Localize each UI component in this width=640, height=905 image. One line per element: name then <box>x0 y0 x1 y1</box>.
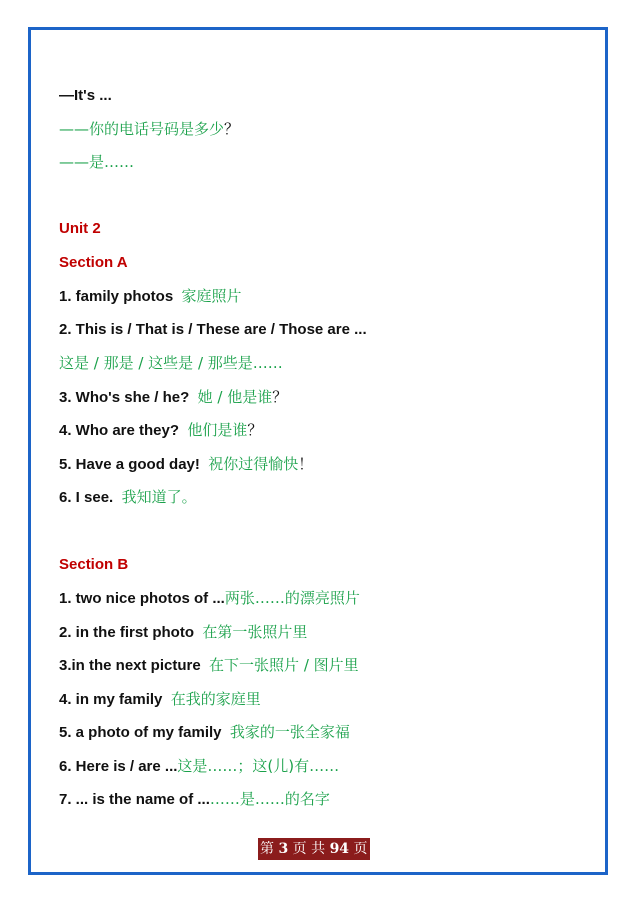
phrase-punct: ？ <box>247 421 263 439</box>
phrase-en: 6. I see. <box>59 489 114 506</box>
phrase-zh: 在第一张照片里 <box>202 623 308 641</box>
section-b-item-2 <box>59 622 307 643</box>
phrase-zh: 这是 / 那是 / 这些是 / 那些是…… <box>59 354 283 372</box>
current-page-number: 3 <box>278 841 289 857</box>
phrase-en: 4. in my family <box>59 691 163 708</box>
phrase-punct: ！ <box>298 455 314 473</box>
section-a-item-6 <box>59 487 197 508</box>
phrase-zh: 在我的家庭里 <box>170 690 261 708</box>
section-a-item-1 <box>59 286 242 307</box>
phrase-en: 5. Have a good day! <box>59 456 200 473</box>
dialog-line-2 <box>59 119 239 140</box>
phrase-zh: 祝你过得愉快 <box>208 455 299 473</box>
phrase-en: 2. in the first photo <box>59 624 194 641</box>
phrase-en: 4. Who are they? <box>59 422 180 439</box>
section-a-item-2-translation <box>59 353 283 374</box>
phrase-en: 1. family photos <box>59 288 174 305</box>
section-b-item-1 <box>59 588 360 609</box>
unit-title: Unit 2 <box>59 220 101 237</box>
footer-prefix: 第 <box>260 841 274 857</box>
section-b-item-6 <box>59 756 339 777</box>
section-a-item-5 <box>59 454 313 475</box>
phrase-en: 6. Here is / are ... <box>59 758 178 775</box>
dialog-zh: ——你的电话号码是多少 <box>59 120 225 138</box>
phrase-zh: 在下一张照片 / 图片里 <box>209 656 359 674</box>
phrase-en: 3. Who's she / he? <box>59 389 190 406</box>
phrase-en: 3.in the next picture <box>59 657 201 674</box>
phrase-zh: 他们是谁 <box>187 421 248 439</box>
phrase-en: 2. This is / That is / These are / Those are ... <box>59 321 367 338</box>
phrase-zh: 家庭照片 <box>181 287 242 305</box>
phrase-zh: ……是……的名字 <box>209 790 330 808</box>
phrase-zh: 我家的一张全家福 <box>229 723 350 741</box>
dialog-en: —It's ... <box>59 87 112 104</box>
phrase-zh: 这是……；这(儿)有…… <box>177 757 340 775</box>
dialog-line-1 <box>59 86 112 106</box>
section-b-item-5 <box>59 722 350 743</box>
section-a-item-4 <box>59 420 262 441</box>
section-b-item-3 <box>59 655 359 676</box>
phrase-zh: 两张……的漂亮照片 <box>224 589 360 607</box>
dialog-line-3 <box>59 152 134 173</box>
footer-middle: 页 共 <box>292 841 326 857</box>
phrase-punct: ？ <box>272 388 288 406</box>
section-a-item-2 <box>59 320 367 340</box>
section-a-item-3 <box>59 387 287 408</box>
phrase-en: 5. a photo of my family <box>59 724 222 741</box>
phrase-en: 1. two nice photos of ... <box>59 590 225 607</box>
section-b-item-7 <box>59 789 330 810</box>
footer-suffix: 页 <box>353 841 368 857</box>
phrase-zh: 我知道了。 <box>121 488 197 506</box>
dialog-zh: ——是…… <box>59 153 135 171</box>
page-number-footer <box>258 838 370 860</box>
section-b-item-4 <box>59 689 261 710</box>
phrase-zh: 她 / 他是谁 <box>197 388 273 406</box>
section-b-title: Section B <box>59 556 129 573</box>
phrase-en: 7. ... is the name of ... <box>59 791 210 808</box>
section-a-title: Section A <box>59 254 128 271</box>
dialog-punct: ？ <box>224 120 240 138</box>
total-page-count: 94 <box>329 841 350 857</box>
